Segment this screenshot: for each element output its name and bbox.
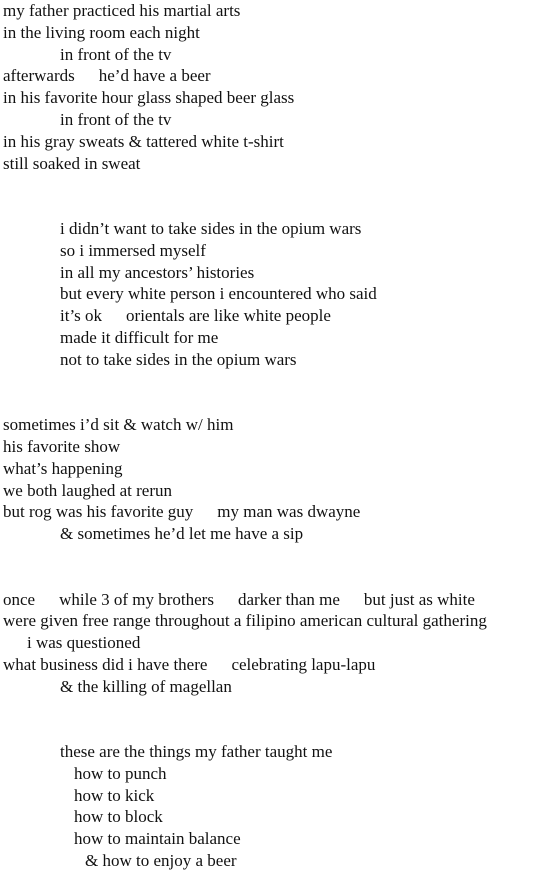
line-text: what business did i have there bbox=[3, 654, 208, 674]
stanza-break bbox=[3, 371, 555, 415]
stanza-break bbox=[3, 174, 555, 218]
line-text: how to block bbox=[74, 807, 163, 827]
line-text: were given free range throughout a filipino american cultural gathering bbox=[3, 611, 487, 631]
line-text: in the living room each night bbox=[3, 22, 200, 42]
line-text: his favorite show bbox=[3, 436, 121, 456]
poem-line-indented bbox=[3, 218, 555, 240]
poem-line-indented bbox=[3, 109, 555, 131]
line-text: but rog was his favorite guy bbox=[3, 502, 194, 522]
poem-line-indented bbox=[3, 305, 555, 327]
stanza-4 bbox=[3, 589, 555, 698]
line-text: how to kick bbox=[74, 785, 155, 805]
poem-line-indented bbox=[3, 763, 555, 785]
line-text: in front of the tv bbox=[60, 44, 172, 64]
line-text: what’s happening bbox=[3, 458, 123, 478]
poem-line-indented bbox=[3, 785, 555, 807]
line-text: but just as white bbox=[363, 589, 475, 609]
line-text: once bbox=[3, 589, 36, 609]
poem-line bbox=[3, 610, 555, 632]
poem-line-indented bbox=[3, 850, 555, 872]
line-text: in all my ancestors’ histories bbox=[60, 262, 255, 282]
poem-line bbox=[3, 589, 555, 611]
line-text: how to punch bbox=[74, 763, 167, 783]
poem-line bbox=[3, 65, 555, 87]
poem-line bbox=[3, 480, 555, 502]
poem-line-indented bbox=[3, 828, 555, 850]
line-text: not to take sides in the opium wars bbox=[60, 349, 297, 369]
line-text: my father practiced his martial arts bbox=[3, 1, 241, 20]
line-text: orientals are like white people bbox=[126, 306, 331, 326]
poem-line bbox=[3, 153, 555, 175]
stanza-2 bbox=[3, 218, 555, 371]
stanza-break bbox=[3, 698, 555, 742]
line-text: it’s ok bbox=[60, 306, 103, 326]
line-text: i didn’t want to take sides in the opium wars bbox=[60, 218, 362, 238]
poem-line-indented bbox=[3, 262, 555, 284]
poem-line bbox=[3, 458, 555, 480]
poem-line-indented bbox=[3, 806, 555, 828]
line-text: he’d have a beer bbox=[98, 66, 211, 86]
poem-line-indented bbox=[3, 676, 555, 698]
stanza-1 bbox=[3, 0, 555, 174]
poem-line bbox=[3, 87, 555, 109]
poem-body bbox=[3, 0, 555, 872]
line-text: we both laughed at rerun bbox=[3, 480, 172, 500]
line-text: while 3 of my brothers bbox=[59, 589, 214, 609]
poem-line-indented bbox=[3, 632, 555, 654]
poem-line bbox=[3, 436, 555, 458]
poem-line bbox=[3, 501, 555, 523]
poem-line-indented bbox=[3, 283, 555, 305]
poem-line-indented bbox=[3, 349, 555, 371]
poem-line bbox=[3, 131, 555, 153]
stanza-3 bbox=[3, 414, 555, 545]
line-text: & the killing of magellan bbox=[60, 676, 232, 696]
poem-line-indented bbox=[3, 327, 555, 349]
stanza-break bbox=[3, 545, 555, 589]
poem-line-indented bbox=[3, 240, 555, 262]
line-text: but every white person i encountered who said bbox=[60, 284, 377, 304]
line-text: in his gray sweats & tattered white t-shirt bbox=[3, 131, 284, 151]
poem-line bbox=[3, 0, 555, 22]
poem-line-indented bbox=[3, 44, 555, 66]
line-text: & how to enjoy a beer bbox=[85, 851, 237, 871]
poem-line bbox=[3, 414, 555, 436]
poem-line bbox=[3, 654, 555, 676]
line-text: in front of the tv bbox=[60, 109, 172, 129]
poem-line-indented bbox=[3, 523, 555, 545]
line-text: so i immersed myself bbox=[60, 240, 206, 260]
line-text: made it difficult for me bbox=[60, 327, 219, 347]
line-text: celebrating lapu-lapu bbox=[231, 654, 376, 674]
poem-line-indented bbox=[3, 741, 555, 763]
line-text: sometimes i’d sit & watch w/ him bbox=[3, 415, 234, 435]
line-text: afterwards bbox=[3, 66, 75, 86]
line-text: my man was dwayne bbox=[217, 502, 361, 522]
line-text: darker than me bbox=[237, 589, 340, 609]
line-text: still soaked in sweat bbox=[3, 153, 141, 173]
poem-line bbox=[3, 22, 555, 44]
line-text: in his favorite hour glass shaped beer glass bbox=[3, 88, 295, 108]
line-text: how to maintain balance bbox=[74, 829, 241, 849]
stanza-5 bbox=[3, 741, 555, 872]
line-text: i was questioned bbox=[27, 633, 141, 653]
line-text: & sometimes he’d let me have a sip bbox=[60, 524, 304, 544]
line-text: these are the things my father taught me bbox=[60, 742, 333, 762]
